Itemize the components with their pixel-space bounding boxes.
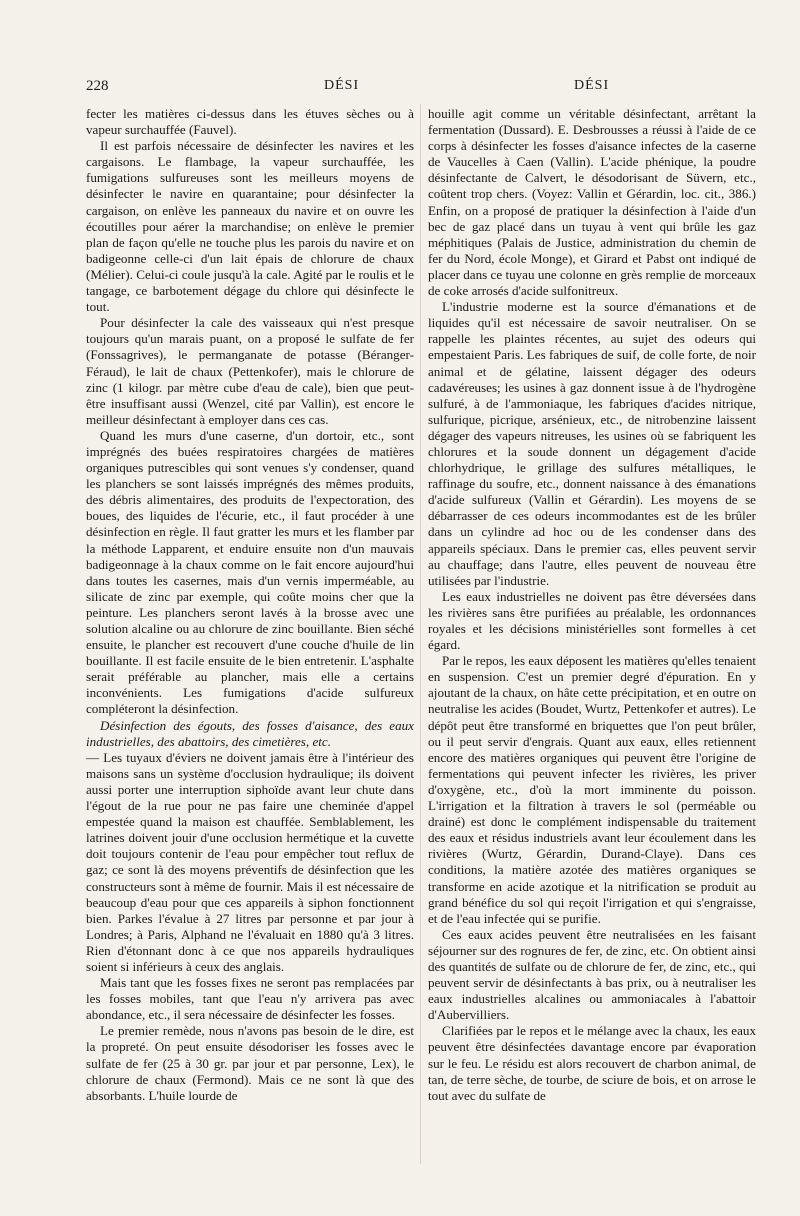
paragraph: Il est parfois nécessaire de désinfecter les navires et les cargaisons. Le flambage, la vapeur surchauffée, les fumigations sulfureuses sont les meilleurs moyens de désinfecter le navire en quarantaine; pour désinfecter la cargaison, on enlève les panneaux du navire et on ouvre les écoutilles pour aérer la marchandise; on enlève le premier plan de façon qu'elle ne touche plus les parois du navire et on badigeonne celle-ci d'un lait épais de chlorure de chaux (Mélier). Celui-ci coule jusqu'à la cale. Agité par le roulis et le tangage, ce barbotement dégage du chlore qui désinfecte le tout. [86, 138, 414, 315]
running-title-right: DÉSI [574, 78, 610, 93]
paragraph: Le premier remède, nous n'avons pas besoin de le dire, est la propreté. On peut ensuite désodoriser les fosses avec le sulfate de fer (25 à 30 gr. par jour et par personne, Lex), le chlorure de chaux (Fermond). Mais ce ne sont là que des absorbants. L'huile lourde de [86, 1023, 414, 1103]
paragraph: Par le repos, les eaux déposent les matières qu'elles tenaient en suspension. C'est un premier degré d'épuration. En y ajoutant de la chaux, on hâte cette précipitation, et en outre on neutralise les acides (Boudet, Wurtz, Pettenkofer et autres). Le dépôt peut être transformé en briquettes que l'on peut brûler, ou il peut servir d'engrais. Quant aux eaux, elles retiennent encore des matières organiques qui peuvent être l'origine de fermentations qui peuvent infecter les rivières, les priver d'oxygène, etc., d'où la mort imminente du poisson. L'irrigation et la filtration à travers le sol (perméable ou drainé) est donc le complément indispensable du traitement des eaux et résidus industriels avant leur écoulement dans les rivières (Wurtz, Gérardin, Durand-Claye). Dans ces conditions, la matière azotée des matières organiques se transforme en acide azotique et la nitrification se produit au grand bénéfice du sol qui reçoit l'irrigation et qui s'engraisse, et de l'eau infectée qui se purifie. [428, 653, 756, 926]
left-column [86, 106, 414, 1104]
section-heading: Désinfection des égouts, des fosses d'aisance, des eaux industrielles, des abattoirs, des cimetières, etc. [86, 717, 414, 749]
page-number: 228 [86, 78, 109, 94]
paragraph: Mais tant que les fosses fixes ne seront pas remplacées par les fosses mobiles, tant que l'eau n'y arrivera pas avec abondance, etc., il sera nécessaire de désinfecter les fosses. [86, 975, 414, 1023]
running-title-left: DÉSI [324, 78, 360, 93]
paragraph: Les eaux industrielles ne doivent pas être déversées dans les rivières sans être purifiées au préalable, les ordonnances royales et les décisions ministérielles sont formelles à cet égard. [428, 588, 756, 653]
paragraph: Clarifiées par le repos et le mélange avec la chaux, les eaux peuvent être désinfectées davantage encore par évaporation sur le feu. Le résidu est alors recouvert de charbon animal, de tan, de terre sèche, de tourbe, de sciure de bois, et on arrose le tout avec du sulfate de [428, 1023, 756, 1103]
page-header [86, 78, 766, 98]
paragraph: Ces eaux acides peuvent être neutralisées en les faisant séjourner sur des rognures de fer, de zinc, etc. On obtient ainsi des quantités de sulfate ou de chlorure de fer, de zinc, etc., qui peuvent servir de désinfectants à bas prix, ou à neutraliser les eaux industrielles alcalines ou ammoniacales à l'abattoir d'Aubervilliers. [428, 926, 756, 1023]
paragraph: — Les tuyaux d'éviers ne doivent jamais être à l'intérieur des maisons sans un système d'occlusion hydraulique; ils doivent aussi porter une interruption siphoïde avant leur chute dans l'égout de la rue pour ne pas faire une cheminée d'appel empestée quand la maison est chauffée. Semblablement, les latrines doivent jouir d'une occlusion hermétique et la cuvette doit toujours contenir de l'eau pour empêcher tout reflux de gaz; ce sont là des moyens préventifs de désinfection que les constructeurs sont à même de fournir. Mais il est nécessaire de beaucoup d'eau pour que ces appareils à siphon fonctionnent bien. Parkes l'évalue à 27 litres par personne et par jour à Londres; à Paris, Alphand ne l'évaluait en 1880 qu'à 3 litres. Rien d'étonnant donc à ce que nos appareils hydrauliques soient si inférieurs à ceux des anglais. [86, 749, 414, 974]
paragraph: Pour désinfecter la cale des vaisseaux qui n'est presque toujours qu'un marais puant, on a proposé le sulfate de fer (Fonssagrives), le permanganate de potasse (Béranger-Féraud), le lait de chaux (Pettenkofer), mais le chlorure de zinc (1 kilogr. par mètre cube d'eau de cale), bien que peut-être insuffisant aussi (Wenzel, cité par Vallin), est encore le meilleur désinfectant à employer dans ces cas. [86, 315, 414, 427]
paragraph: Quand les murs d'une caserne, d'un dortoir, etc., sont imprégnés des buées respiratoires chargées de matières organiques putrescibles qui sont venues s'y condenser, quand les planchers se sont laissés imprégnés des mêmes produits, des débris alimentaires, des produits de l'expectoration, des boues, des liquides de l'écurie, etc., il faut procéder à une désinfection en règle. Il faut gratter les murs et les flamber par la méthode Lapparent, et enduire ensuite non d'un mauvais badigeonnage à la chaux comme on le fait encore aujourd'hui dans toutes les casernes, mais d'un vernis imperméable, au silicate de zinc par exemple, qui coûte moins cher que la peinture. Les planchers seront lavés à la brosse avec une solution alcaline ou au chlorure de zinc bouillante. Bien séché ensuite, le plancher est recouvert d'une couche d'huile de lin bouillante. Il est facile ensuite de le bien entretenir. L'asphalte serait préférable au plancher, mais elle a certains inconvénients. Les fumigations d'acide sulfureux compléteront la désinfection. [86, 427, 414, 717]
paragraph: L'industrie moderne est la source d'émanations et de liquides qu'il est nécessaire de savoir neutraliser. On se rappelle les plaintes récentes, au sujet des odeurs qui empestaient Paris. Les fabriques de suif, de colle forte, de noir animal et de gélatine, laissent dégager des odeurs cadavéreuses; les usines à gaz donnent issue à de l'hydrogène sulfuré, à de l'ammoniaque, les fabriques d'acides nitrique, sulfurique, picrique, arsénieux, etc., de nitrobenzine laissent dégager des vapeurs nitreuses, les usines où se fabriquent les chlorures et la soude donnent un dégagement d'acide chlorhydrique, le grillage des sulfures métalliques, le raffinage du soufre, etc., donnent naissance à des émanations d'acide sulfureux (Vallin et Gérardin). Les moyens de se débarrasser de ces odeurs incommodantes est de les brûler dans un cylindre ad hoc ou de les condenser dans des appareils spéciaux. Dans le premier cas, elles peuvent servir au chauffage; dans l'autre, elles peuvent de nouveau être utilisées par l'industrie. [428, 299, 756, 588]
right-column [428, 106, 756, 1104]
column-divider [420, 104, 421, 1164]
paragraph: houille agit comme un véritable désinfectant, arrêtant la fermentation (Dussard). E. Desbrousses a réussi à l'aide de ce corps à désinfecter les fosses d'aisance infectes de la caserne de Vaucelles à Caen (Vallin). L'acide phénique, la poudre désinfectante de Calvert, le désodorisant de Süvern, etc., coûtent trop chers. (Voyez: Vallin et Gérardin, loc. cit., 386.) Enfin, on a proposé de pratiquer la désinfection à l'aide d'un bec de gaz placé dans un tuyau à vent qui brûle les gaz méphitiques (Palais de Justice, administration du chemin de fer du Nord, école Monge), et Girard et Pabst ont indiqué de placer dans ce tuyau une colonne en grès remplie de morceaux de coke arrosés d'acide sulfonitreux. [428, 106, 756, 299]
paragraph: fecter les matières ci-dessus dans les étuves sèches ou à vapeur surchauffée (Fauvel). [86, 106, 414, 138]
